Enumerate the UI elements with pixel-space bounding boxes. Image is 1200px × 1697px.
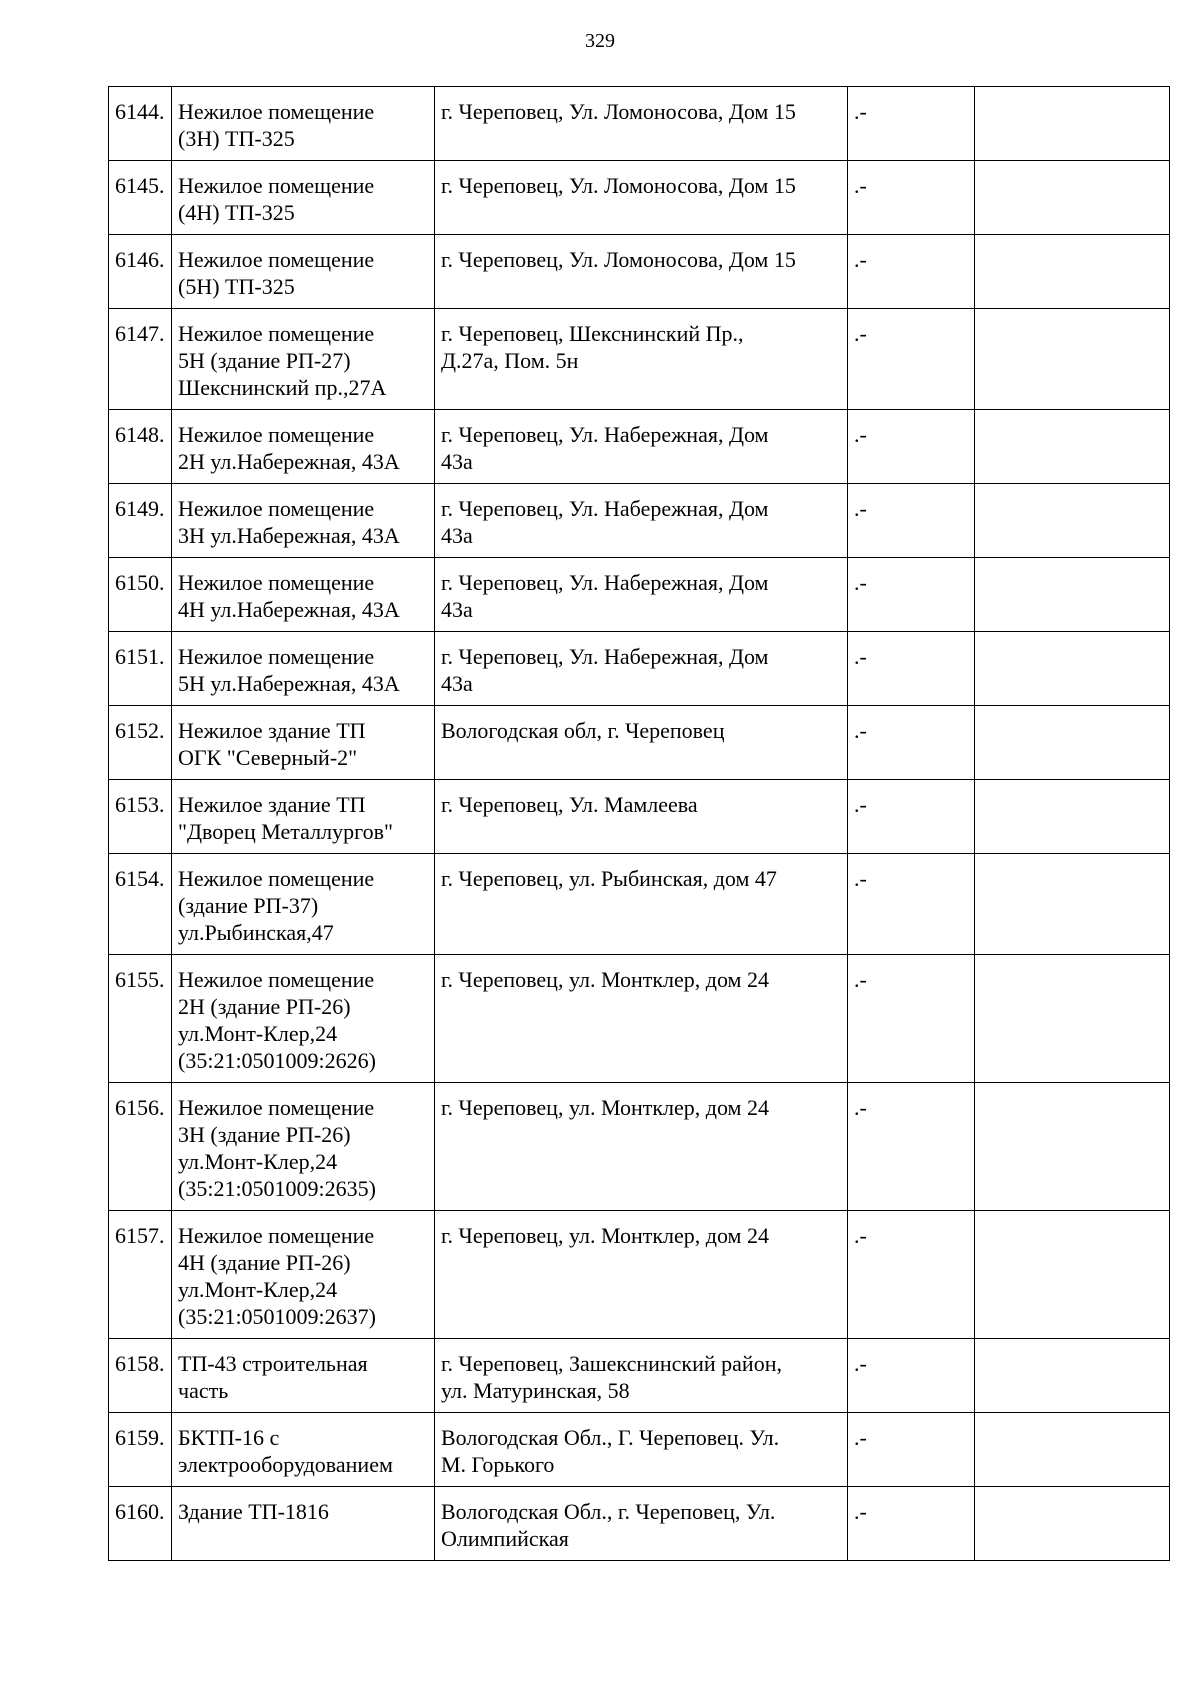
table-row bbox=[109, 558, 1170, 632]
row-number-cell: 6148. bbox=[109, 410, 172, 484]
object-name-cell: ТП-43 строительная часть bbox=[172, 1339, 435, 1413]
row-number-cell: 6157. bbox=[109, 1211, 172, 1339]
mark-cell: .- bbox=[848, 1413, 975, 1487]
object-name-cell: Нежилое помещение 4Н ул.Набережная, 43А bbox=[172, 558, 435, 632]
address-cell: г. Череповец, Ул. Набережная, Дом 43а bbox=[435, 484, 848, 558]
table-row bbox=[109, 309, 1170, 410]
mark-cell: .- bbox=[848, 235, 975, 309]
address-cell: г. Череповец, ул. Монтклер, дом 24 bbox=[435, 1083, 848, 1211]
row-number-cell: 6153. bbox=[109, 780, 172, 854]
empty-cell bbox=[975, 87, 1170, 161]
table-row bbox=[109, 1487, 1170, 1561]
address-cell: г. Череповец, Ул. Ломоносова, Дом 15 bbox=[435, 161, 848, 235]
address-cell: г. Череповец, Ул. Ломоносова, Дом 15 bbox=[435, 235, 848, 309]
empty-cell bbox=[975, 632, 1170, 706]
page-number: 329 bbox=[585, 30, 615, 52]
table-row bbox=[109, 1413, 1170, 1487]
object-name-cell: Нежилое помещение 2Н (здание РП-26) ул.Монт-Клер,24 (35:21:0501009:2626) bbox=[172, 955, 435, 1083]
empty-cell bbox=[975, 854, 1170, 955]
table-row bbox=[109, 780, 1170, 854]
object-name-cell: Нежилое помещение 3Н (здание РП-26) ул.Монт-Клер,24 (35:21:0501009:2635) bbox=[172, 1083, 435, 1211]
table-row bbox=[109, 1083, 1170, 1211]
empty-cell bbox=[975, 235, 1170, 309]
mark-cell: .- bbox=[848, 632, 975, 706]
table-row bbox=[109, 410, 1170, 484]
row-number-cell: 6147. bbox=[109, 309, 172, 410]
row-number-cell: 6146. bbox=[109, 235, 172, 309]
table-row bbox=[109, 1211, 1170, 1339]
object-name-cell: Нежилое помещение (здание РП-37) ул.Рыбинская,47 bbox=[172, 854, 435, 955]
empty-cell bbox=[975, 558, 1170, 632]
table-row bbox=[109, 632, 1170, 706]
empty-cell bbox=[975, 706, 1170, 780]
mark-cell: .- bbox=[848, 780, 975, 854]
mark-cell: .- bbox=[848, 1083, 975, 1211]
mark-cell: .- bbox=[848, 161, 975, 235]
row-number-cell: 6150. bbox=[109, 558, 172, 632]
address-cell: г. Череповец, Зашекснинский район, ул. Матуринская, 58 bbox=[435, 1339, 848, 1413]
address-cell: г. Череповец, ул. Монтклер, дом 24 bbox=[435, 955, 848, 1083]
mark-cell: .- bbox=[848, 706, 975, 780]
object-name-cell: Нежилое помещение 3Н ул.Набережная, 43А bbox=[172, 484, 435, 558]
empty-cell bbox=[975, 1487, 1170, 1561]
empty-cell bbox=[975, 1211, 1170, 1339]
table-row bbox=[109, 87, 1170, 161]
mark-cell: .- bbox=[848, 854, 975, 955]
object-name-cell: Нежилое здание ТП "Дворец Металлургов" bbox=[172, 780, 435, 854]
address-cell: Вологодская Обл., Г. Череповец. Ул. М. Горького bbox=[435, 1413, 848, 1487]
empty-cell bbox=[975, 1339, 1170, 1413]
address-cell: Вологодская обл, г. Череповец bbox=[435, 706, 848, 780]
table-row bbox=[109, 854, 1170, 955]
object-name-cell: Нежилое помещение 4Н (здание РП-26) ул.Монт-Клер,24 (35:21:0501009:2637) bbox=[172, 1211, 435, 1339]
table-row bbox=[109, 161, 1170, 235]
address-cell: г. Череповец, Ул. Набережная, Дом 43а bbox=[435, 558, 848, 632]
object-name-cell: Здание ТП-1816 bbox=[172, 1487, 435, 1561]
table-row bbox=[109, 1339, 1170, 1413]
address-cell: г. Череповец, Ул. Набережная, Дом 43а bbox=[435, 410, 848, 484]
row-number-cell: 6158. bbox=[109, 1339, 172, 1413]
row-number-cell: 6160. bbox=[109, 1487, 172, 1561]
row-number-cell: 6155. bbox=[109, 955, 172, 1083]
address-cell: г. Череповец, Шекснинский Пр., Д.27а, Пом. 5н bbox=[435, 309, 848, 410]
address-cell: г. Череповец, ул. Рыбинская, дом 47 bbox=[435, 854, 848, 955]
empty-cell bbox=[975, 780, 1170, 854]
row-number-cell: 6156. bbox=[109, 1083, 172, 1211]
row-number-cell: 6159. bbox=[109, 1413, 172, 1487]
object-name-cell: Нежилое помещение (4Н) ТП-325 bbox=[172, 161, 435, 235]
empty-cell bbox=[975, 410, 1170, 484]
object-name-cell: БКТП-16 с электрооборудованием bbox=[172, 1413, 435, 1487]
mark-cell: .- bbox=[848, 1211, 975, 1339]
empty-cell bbox=[975, 1083, 1170, 1211]
mark-cell: .- bbox=[848, 410, 975, 484]
object-name-cell: Нежилое здание ТП ОГК "Северный-2" bbox=[172, 706, 435, 780]
object-name-cell: Нежилое помещение 5Н (здание РП-27) Шекснинский пр.,27А bbox=[172, 309, 435, 410]
row-number-cell: 6149. bbox=[109, 484, 172, 558]
mark-cell: .- bbox=[848, 87, 975, 161]
object-name-cell: Нежилое помещение (5Н) ТП-325 bbox=[172, 235, 435, 309]
row-number-cell: 6152. bbox=[109, 706, 172, 780]
address-cell: г. Череповец, Ул. Ломоносова, Дом 15 bbox=[435, 87, 848, 161]
table-row bbox=[109, 955, 1170, 1083]
mark-cell: .- bbox=[848, 484, 975, 558]
address-cell: г. Череповец, ул. Монтклер, дом 24 bbox=[435, 1211, 848, 1339]
row-number-cell: 6151. bbox=[109, 632, 172, 706]
address-cell: г. Череповец, Ул. Набережная, Дом 43а bbox=[435, 632, 848, 706]
empty-cell bbox=[975, 1413, 1170, 1487]
mark-cell: .- bbox=[848, 955, 975, 1083]
empty-cell bbox=[975, 484, 1170, 558]
mark-cell: .- bbox=[848, 1339, 975, 1413]
object-name-cell: Нежилое помещение (3Н) ТП-325 bbox=[172, 87, 435, 161]
empty-cell bbox=[975, 955, 1170, 1083]
mark-cell: .- bbox=[848, 1487, 975, 1561]
row-number-cell: 6144. bbox=[109, 87, 172, 161]
table-row bbox=[109, 706, 1170, 780]
row-number-cell: 6145. bbox=[109, 161, 172, 235]
empty-cell bbox=[975, 309, 1170, 410]
object-name-cell: Нежилое помещение 5Н ул.Набережная, 43А bbox=[172, 632, 435, 706]
mark-cell: .- bbox=[848, 309, 975, 410]
object-name-cell: Нежилое помещение 2Н ул.Набережная, 43А bbox=[172, 410, 435, 484]
empty-cell bbox=[975, 161, 1170, 235]
table-row bbox=[109, 235, 1170, 309]
property-table bbox=[108, 86, 1170, 1561]
table-row bbox=[109, 484, 1170, 558]
row-number-cell: 6154. bbox=[109, 854, 172, 955]
address-cell: Вологодская Обл., г. Череповец, Ул. Олимпийская bbox=[435, 1487, 848, 1561]
address-cell: г. Череповец, Ул. Мамлеева bbox=[435, 780, 848, 854]
mark-cell: .- bbox=[848, 558, 975, 632]
